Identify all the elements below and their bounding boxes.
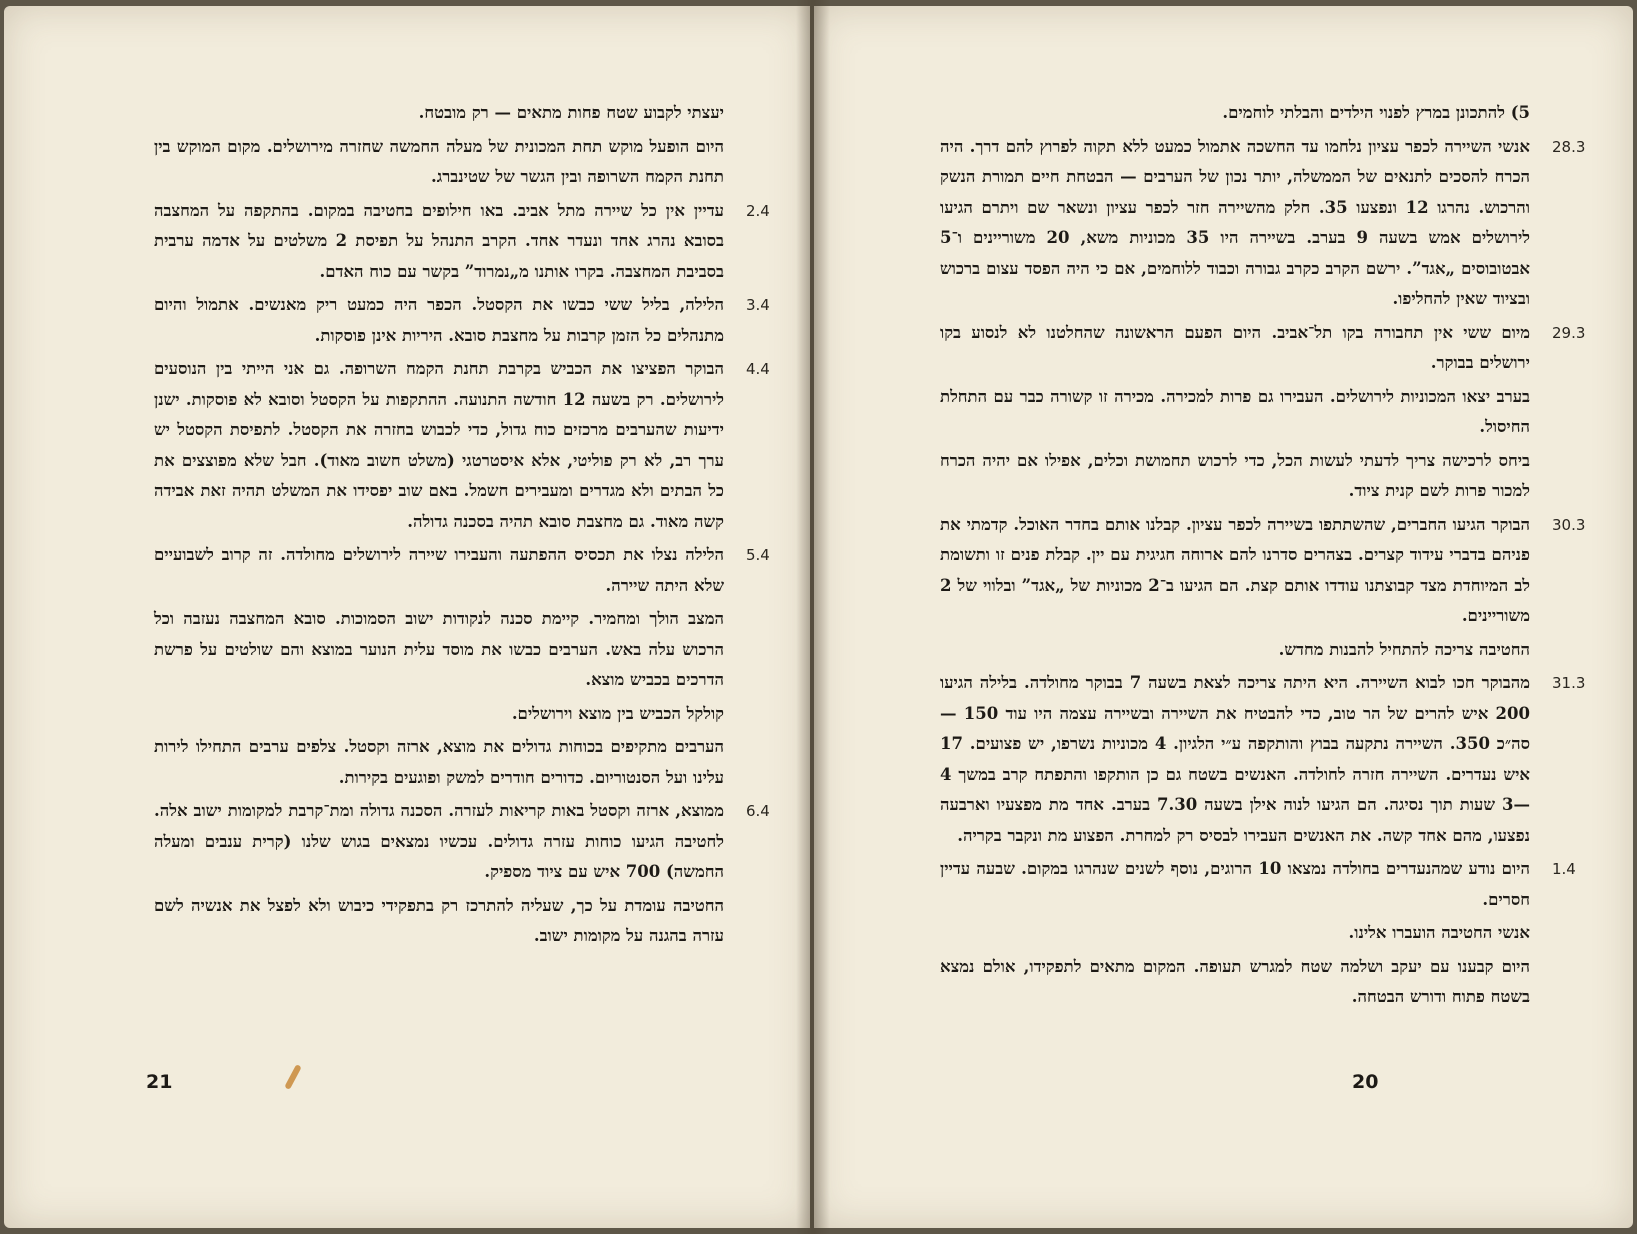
diary-entry xyxy=(940,952,1530,1013)
diary-entry xyxy=(940,382,1530,443)
diary-entry xyxy=(940,918,1530,949)
entry-text: קולקל הכביש בין מוצא וירושלים. xyxy=(511,703,724,723)
entry-text: היום הופעל מוקש תחת המכונית של מעלה החמשה שחזרה מירושלים. מקום המוקש בין תחנת הקמח השרופה ובין הגשר של שטינברג. xyxy=(154,136,724,186)
left-page-entries xyxy=(154,98,770,955)
page-number-left: 21 xyxy=(146,1071,173,1093)
entry-date: 6.4 xyxy=(746,802,770,820)
ink-stain xyxy=(284,1064,302,1090)
entry-text: עדיין אין כל שיירה מתל אביב. באו חילופים בחטיבה במקום. בהתקפה על המחצבה בסובא נהרג אחד ונעדר אחד. הקרב התנהל על תפיסת 2 משלטים על אדמה ערבית בסביבת המחצבה. בקרו אותנו מ„נמרוד” בקשר עם כוח האדם. xyxy=(154,200,725,281)
entry-date: 31.3 xyxy=(1552,674,1586,692)
entry-text: אנשי החטיבה הועברו אלינו. xyxy=(1348,923,1530,942)
entry-text: מיום ששי אין תחבורה בקו תל־אביב. היום הפעם הראשונה שהחלטנו לא לנסוע בקו ירושלים בבוקר. xyxy=(940,322,1530,372)
diary-entry xyxy=(154,540,770,601)
diary-entry xyxy=(154,354,770,537)
diary-entry xyxy=(154,699,724,730)
entry-text: בערב יצאו המכוניות לירושלים. העבירו גם פרות למכירה. מכירה זו קשורה כבר עם התחלת החיסול. xyxy=(940,386,1530,436)
entry-text: היום נודע שמהנעדרים בחולדה נמצאו 10 הרוגים, נוסף לשנים שנהרגו במקום. שבעה עדיין חסרים. xyxy=(940,859,1530,909)
entry-text: הלילה, בליל ששי כבשו את הקסטל. הכפר היה כמעט ריק מאנשים. אתמול והיום מתנהלים כל הזמן קרבות על מחצבת סובא. היריות אינן פוסקות. xyxy=(154,295,724,345)
entry-date: 3.4 xyxy=(746,296,770,314)
entry-text: הערבים מתקיפים בכוחות גדולים את מוצא, ארזה וקסטל. צלפים ערבים התחילו לירות עלינו ועל הסנטוריום. כדורים חודרים למשק ופוגעים בקירות. xyxy=(154,737,724,787)
diary-entry xyxy=(940,668,1586,851)
left-page xyxy=(4,6,810,1228)
diary-entry xyxy=(940,98,1530,129)
diary-entry xyxy=(154,796,770,888)
diary-entry xyxy=(154,196,770,288)
entry-text: החטיבה עומדת על כך, שעליה להתרכז רק בתפקידי כיבוש ולא לפצל את אנשיה לשם עזרה בהגנה על מקומות ישוב. xyxy=(154,895,724,945)
diary-entry xyxy=(154,604,724,696)
entry-text: יעצתי לקבוע שטח פחות מתאים — רק מובטח. xyxy=(418,103,724,122)
book-gutter xyxy=(796,0,830,1234)
right-page xyxy=(814,6,1633,1228)
entry-text: מהבוקר חכו לבוא השיירה. היא היתה צריכה לצאת בשעה 7 בבוקר מחולדה. בלילה הגיעו 200 איש להרים של הר טוב, כדי להבטיח את השיירה ובשיירה עצמה היו עוד 150 — סה״כ 350. השיירה נתקעה בבוץ והותקפה ע״י הלגיון. 4 מכוניות נשרפו, יש פצועים. 17 איש נעדרים. השיירה חזרה לחולדה. האנשים בשטח גם כן הותקפו והתפתח קרב במשך 4—3 שעות תוך נסיגה. הם הגיעו לנוה אילן בשעה 7.30 בערב. אחד מת מפצעיו וארבעה נפצעו, מהם אחד קשה. את האנשים העבירו לבסיס רק למחרת. הפצוע מת ונקבר בקריה. xyxy=(940,673,1530,845)
diary-entry xyxy=(154,891,724,952)
entry-text: ביחס לרכישה צריך לדעתי לעשות הכל, כדי לרכוש תחמושת וכלים, אפילו אם יהיה הכרח למכור פרות לשם קנית ציוד. xyxy=(940,450,1530,500)
diary-entry xyxy=(154,732,724,793)
diary-entry xyxy=(940,854,1576,915)
diary-entry xyxy=(940,446,1530,507)
entry-date: 5.4 xyxy=(746,546,770,564)
entry-text: אנשי השיירה לכפר עציון נלחמו עד החשכה אתמול כמעט ללא תקוה לפרוץ להם דרך. היה הכרח להסכים לתנאים של הממשלה, יותר נכון של הערבים — הבטחת חיים תמורת הנשק והרכוש. נהרגו 12 ונפצעו 35. חלק מהשיירה חזר לכפר עציון ונשאר שם ויתרם הגיעו לירושלים אמש בשעה 9 בערב. בשיירה היו 35 מכוניות משא, 20 משוריינים ו־5 אבטובוסים „אגד”. ירשם הקרב כקרב גבורה וכבוד ללוחמים, אם כי היה הפסד עצום ברכוש ובציוד שאין להחליפו. xyxy=(940,136,1530,308)
entry-date: 2.4 xyxy=(746,201,770,220)
entry-text: החטיבה צריכה להתחיל להבנות מחדש. xyxy=(1278,639,1530,659)
diary-entry xyxy=(940,318,1586,379)
diary-entry xyxy=(154,132,724,193)
page-number-right: 20 xyxy=(1352,1071,1379,1093)
entry-date: 30.3 xyxy=(1552,515,1586,534)
diary-entry xyxy=(154,98,724,129)
diary-entry xyxy=(940,510,1586,632)
entry-text: ממוצא, ארזה וקסטל באות קריאות לעזרה. הסכנה גדולה ומת־קרבת למקומות ישוב אלה. לחטיבה הגיעו כוחות עזרה גדולים. עכשיו נמצאים בגוש שלנו (קרית ענבים ומעלה החמשה) 700 איש עם ציוד מספיק. xyxy=(154,801,724,881)
diary-entry xyxy=(154,290,770,351)
entry-text: 5) להתכונן במרץ לפנוי הילדים והבלתי לוחמים. xyxy=(1222,103,1530,122)
entry-text: היום קבענו עם יעקב ושלמה שטח למגרש תעופה. המקום מתאים לתפקידו, אולם נמצא בשטח פתוח ודורש הבטחה. xyxy=(940,956,1530,1006)
right-page-entries xyxy=(940,98,1586,1016)
diary-entry xyxy=(940,635,1530,666)
entry-text: הלילה נצלו את תכסיס ההפתעה והעבירו שיירה לירושלים מחולדה. זה קרוב לשבועיים שלא היתה שיירה. xyxy=(154,545,724,595)
entry-text: הבוקר הגיעו החברים, שהשתתפו בשיירה לכפר עציון. קבלנו אותם בחדר האוכל. קדמתי את פניהם בדברי עידוד קצרים. בצהרים סדרנו להם ארוחה חגיגית עם יין. קבלת פנים זו ותשומת לב המיוחדת מצד קבוצתנו עודדו אותם קצת. הם הגיעו ב־2 מכוניות של „אגד” ובלווי של 2 משוריינים. xyxy=(940,514,1530,625)
entry-date: 28.3 xyxy=(1552,137,1586,156)
entry-date: 4.4 xyxy=(746,360,770,378)
entry-date: 1.4 xyxy=(1552,860,1576,878)
diary-entry xyxy=(940,132,1586,315)
entry-text: הבוקר הפציצו את הכביש בקרבת תחנת הקמח השרופה. גם אני הייתי בין הנוסעים לירושלים. רק בשעה 12 חודשה התנועה. ההתקפות על הקסטל וסובא לא פוסקות. ישנן ידיעות שהערבים מרכזים כוח גדול, כדי לכבוש בחזרה את הקסטל. לתפיסת הקסטל יש ערך רב, לא רק פוליטי, אלא איסטרטגי (משלט חשוב מאוד). חבל שלא מפוצצים את כל הבתים ולא מגדרים ומעבירים חשמל. באם שוב יפסידו את המשלט תהיה זאת אבידה קשה מאוד. גם מחצבת סובא תהיה בסכנה גדולה. xyxy=(154,359,724,531)
entry-text: המצב הולך ומחמיר. קיימת סכנה לנקודות ישוב הסמוכות. סובא המחצבה נעזבה וכל הרכוש עלה באש. הערבים כבשו את מוסד עלית הנוער במוצא והם שולטים על פרשת הדרכים בכביש מוצא. xyxy=(154,609,724,689)
entry-date: 29.3 xyxy=(1552,323,1586,342)
